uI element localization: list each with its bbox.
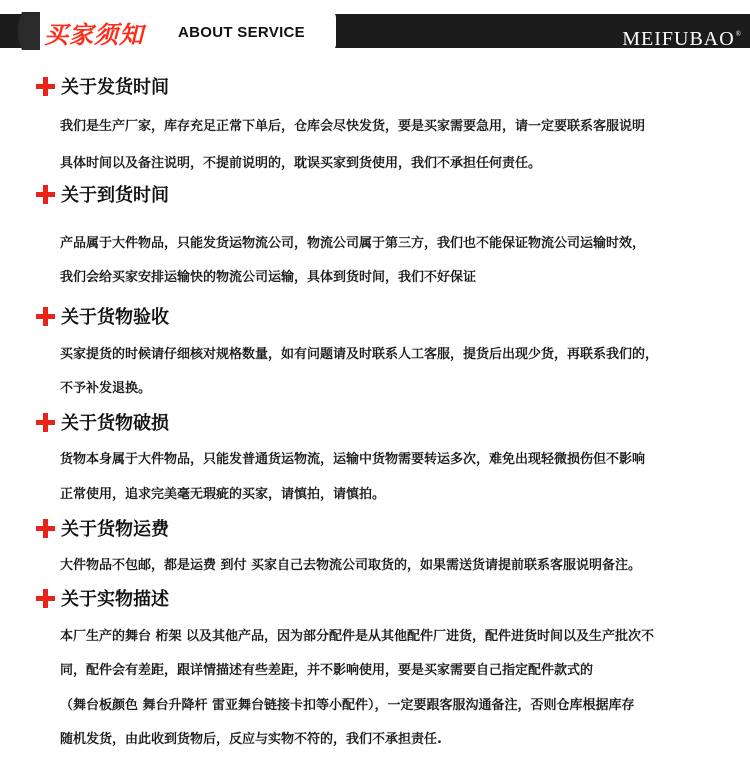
section-heading bbox=[36, 408, 169, 436]
section-heading bbox=[36, 302, 169, 330]
section-text-line: 具体时间以及备注说明，不提前说明的，耽误买家到货使用，我们不承担任何责任。 bbox=[60, 156, 542, 171]
brand-name: MEIFUBAO bbox=[622, 28, 735, 50]
header-banner bbox=[0, 0, 750, 62]
section-text-line: 我们是生产厂家，库存充足正常下单后，仓库会尽快发货，要是买家需要急用，请一定要联系客服说明 bbox=[60, 119, 646, 134]
section-title: 关于到货时间 bbox=[61, 185, 169, 206]
section-text-line: 随机发货，由此收到货物后，反应与实物不符的，我们不承担责任. bbox=[60, 732, 442, 747]
section-text-line: 我们会给买家安排运输快的物流公司运输，具体到货时间，我们不好保证 bbox=[60, 270, 477, 285]
plus-icon bbox=[36, 589, 55, 608]
section-text-line: 正常使用，追求完美毫无瑕疵的买家，请慎拍，请慎拍。 bbox=[60, 487, 386, 502]
section-title: 关于实物描述 bbox=[61, 589, 169, 610]
section-text-line: （舞台板颜色 舞台升降杆 雷亚舞台链接卡扣等小配件），一定要跟客服沟通备注，否则仓库根据库存 bbox=[60, 698, 635, 713]
brand-logo bbox=[622, 28, 742, 51]
section-title: 关于货物破损 bbox=[61, 413, 169, 434]
section-heading bbox=[36, 584, 169, 612]
section-text-line: 本厂生产的舞台 桁架 以及其他产品，因为部分配件是从其他配件厂进货，配件进货时间以及生产批次不 bbox=[60, 629, 655, 644]
section-text-line: 不予补发退换。 bbox=[60, 381, 152, 396]
section-heading bbox=[36, 514, 169, 542]
plus-icon bbox=[36, 77, 55, 96]
section-title: 关于发货时间 bbox=[61, 77, 169, 98]
plus-icon bbox=[36, 519, 55, 538]
section-text-line: 产品属于大件物品，只能发货运物流公司，物流公司属于第三方，我们也不能保证物流公司运输时效， bbox=[60, 236, 646, 251]
plus-icon bbox=[36, 185, 55, 204]
section-heading bbox=[36, 72, 169, 100]
section-title: 关于货物运费 bbox=[61, 519, 169, 540]
page-title: 买家须知 bbox=[44, 20, 144, 49]
section-text-line: 大件物品不包邮，都是运费 到付 买家自己去物流公司取货的，如果需送货请提前联系客服说明备注。 bbox=[60, 558, 642, 573]
section-title: 关于货物验收 bbox=[61, 307, 169, 328]
section-text-line: 买家提货的时候请仔细核对规格数量，如有问题请及时联系人工客服，提货后出现少货，再联系我们的， bbox=[60, 347, 659, 362]
plus-icon bbox=[36, 307, 55, 326]
section-text-line: 货物本身属于大件物品，只能发普通货运物流，运输中货物需要转运多次，难免出现轻微损伤但不影响 bbox=[60, 452, 646, 467]
section-text-line: 同，配件会有差距，跟详情描述有些差距，并不影响使用，要是买家需要自己指定配件款式的 bbox=[60, 663, 594, 678]
brand-trademark: ® bbox=[735, 30, 742, 38]
section-heading bbox=[36, 180, 169, 208]
plus-icon bbox=[36, 413, 55, 432]
page-subtitle: ABOUT SERVICE bbox=[178, 24, 305, 41]
